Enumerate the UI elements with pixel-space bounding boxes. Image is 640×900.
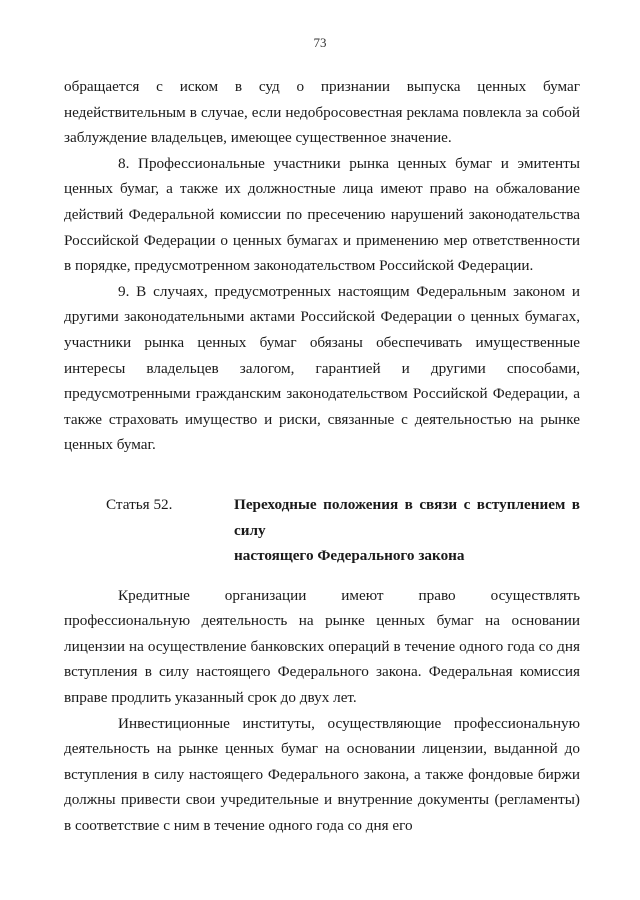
article-number: Статья 52. <box>106 495 173 513</box>
paragraph-item-8: 8. Профессиональные участники рынка ценных бумаг и эмитенты ценных бумаг, а также их должностные лица имеют право на обжалование действий Федеральной комиссии по пресечению нарушений законодательства Российской Федерации о ценных бумагах и применению мер ответственности в порядке, предусмотренном законодательством Российской Федерации. <box>64 154 580 275</box>
article-title-line-1: Переходные положения в связи с вступлением в силу <box>234 495 580 539</box>
article-heading <box>64 492 580 569</box>
page-number: 73 <box>313 35 327 50</box>
paragraph-item-9: 9. В случаях, предусмотренных настоящим Федеральным законом и другими законодательными актами Российской Федерации о ценных бумагах, участники рынка ценных бумаг обязаны обеспечивать имущественные интересы владельцев залогом, гарантией и другими способами, предусмотренными гражданским законодательством Российской Федерации, а также страховать имущество и риски, связанные с деятельностью на рынке ценных бумаг. <box>64 282 580 454</box>
paragraph-investment-institutes: Инвестиционные институты, осуществляющие профессиональную деятельность на рынке ценных бумаг на основании лицензии, выданной до вступления в силу настоящего Федерального закона, а также фондовые биржи должны привести свои учредительные и внутренние документы (регламенты) в соответствие с ним в течение одного года со дня его <box>64 714 580 835</box>
paragraph-continuation: обращается с иском в суд о признании выпуска ценных бумаг недействительным в случае, если недобросовестная реклама повлекла за собой заблуждение владельцев, имеющее существенное значение. <box>64 78 580 147</box>
article-title <box>220 492 580 569</box>
paragraph-credit-organizations: Кредитные организации имеют право осуществлять профессиональную деятельность на рынке ценных бумаг на основании лицензии на осуществление банковских операций в течение одного года со дня вступления в силу настоящего Федерального закона. Федеральная комиссия вправе продлить указанный срок до двух лет. <box>64 586 580 707</box>
article-title-line-2: настоящего Федерального закона <box>234 547 465 565</box>
page-content <box>64 74 580 839</box>
